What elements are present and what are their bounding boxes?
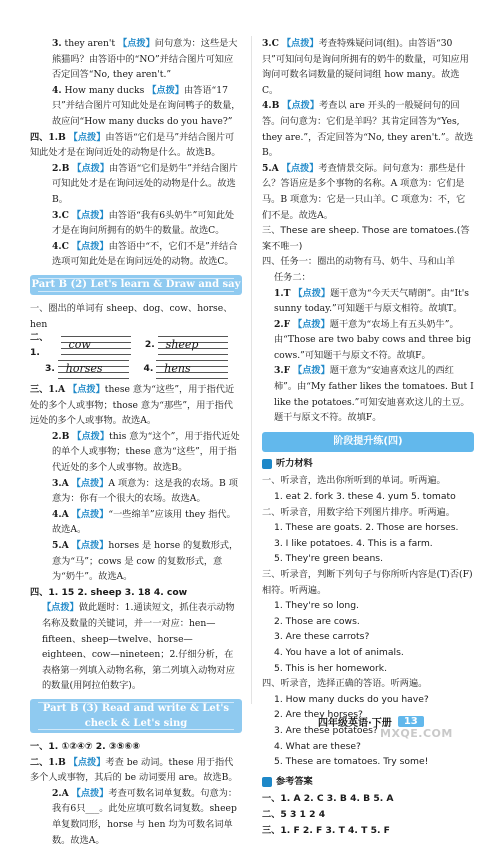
listen2-item: 1. These are goats. 2. Those are horses. <box>274 522 459 534</box>
item-left-3: 3. they aren't 【点拨】问句意为：这些是大熊猫吗？由答语中的“NO”并结合图片可知应否定回答“No, they aren't.” <box>52 38 238 81</box>
four-line-box <box>158 336 228 354</box>
task2-item-2: 2.F 【点拨】题干意为“农场上有五头奶牛”。由“Those are two baby cows and three big cows.”可知题干与原文不符。故填F。 <box>274 318 471 361</box>
written-word: hens <box>164 362 191 376</box>
part-b2-banner: Part B (2) Let's learn & Draw and say <box>30 275 242 295</box>
answer-section-header: 参考答案 <box>262 774 474 790</box>
answer-icon <box>262 777 272 787</box>
listen4-item: 4. What are these? <box>274 740 361 752</box>
sec1-circle-words: 一、圈出的单词有 sheep、dog、cow、horse、hen <box>30 302 233 330</box>
written-word: horses <box>65 362 103 376</box>
answer-row: 三、1. F 2. F 3. T 4. T 5. F <box>262 824 390 836</box>
listen2-item: 5. They're green beans. <box>274 553 383 565</box>
listen3-title: 三、听录音，判断下列句子与你所听内容是(T)否(F)相符。听两遍。 <box>262 569 473 596</box>
audio-section-header: 听力材料 <box>262 456 474 472</box>
item-left-4: 4. How many ducks 【点拨】由答语“17只”并结合图片可知此处是在询问鸭子的数量，故应问“How many ducks do you have?” <box>52 84 241 127</box>
sec4-item-2: 2.B 【点拨】由答语“它们是奶牛”并结合图片可知此处才是在询问远处的动物是什么。故选B。 <box>52 162 238 205</box>
listen3-item: 5. This is her homework. <box>274 662 388 674</box>
task2-item-3: 3.F 【点拨】题干意为“安迪喜欢这儿的西红柿”。由“My father likes the tomatoes. But I like the potatoes.”可知安迪喜欢这儿的土豆。题干与原文不符。故填F。 <box>274 365 474 424</box>
sec3-item-4: 4.A 【点拨】“一些绵羊”应该用 they 指代。故选A。 <box>52 508 236 536</box>
four-line-box <box>58 360 130 378</box>
headphones-icon <box>262 459 272 469</box>
listen2-title: 二、听录音，用数字给下列图片排序。听两遍。 <box>262 506 455 518</box>
listen4-item: 2. Are they horses? <box>274 709 363 721</box>
written-word: sheep <box>165 338 199 352</box>
sec2c-item-1: 二、1.B 【点拨】考查 be 动词。these 用于指代多个人或事物，其后的 be 动词要用 are。故选B。 <box>30 756 238 784</box>
sec3-item-2: 2.B 【点拨】this 意为“这个”，用于指代近处的单个人或事物；these 意为“这些”，用于指代近处的多个人或事物。故选B。 <box>52 430 240 474</box>
write-row-2: 3. horses 4. hens <box>30 358 242 380</box>
write-row-1: 二、1. cow 2. sheep <box>30 334 242 356</box>
sec2-label: 二、1. <box>30 331 49 359</box>
listen3-item: 1. They're so long. <box>274 600 359 612</box>
column-divider <box>251 36 252 704</box>
sec4d-task1: 四、任务一：圈出的动物有马、奶牛、马和山羊 <box>262 256 455 268</box>
book-title: 四年级英语·下册 <box>318 718 392 729</box>
sec3c-item-4: 4.B 【点拨】考查以 are 开头的一般疑问句的回答。问句意为：它们是羊吗？其肯定回答为“Yes, they are.”，否定回答为“No, they aren't.”。故选B。 <box>262 100 474 159</box>
listen4-item: 3. Are these potatoes? <box>274 724 378 736</box>
sec3-item-3: 3.A 【点拨】A 项意为：这是我的农场。B 项意为：你有一个很大的农场。故选A。 <box>52 477 238 505</box>
task2-label: 任务二： <box>274 271 311 283</box>
stage-banner: 阶段提升练(四) <box>262 432 474 452</box>
answer-row: 二、5 3 1 2 4 <box>262 808 326 820</box>
sec4b-explanation: 【点拨】做此题时：1.通读短文，抓住表示动物名称及数量的关键词，并一一对应：hen—fifteen、sheep—twelve、horse—eighteen、cow—nineteen；2.仔细分析，在表格第一列填入动物名称，第二列填入动物对应的数量(用阿拉伯数字)。 <box>42 602 235 692</box>
banner-lines <box>38 702 234 730</box>
page-number: 13 <box>398 716 424 727</box>
task2-item-1: 1.T 【点拨】题干意为“今天天气晴朗”。由“It's sunny today.”可知题干与原文相符。故填T。 <box>274 287 470 315</box>
listen3-item: 2. Those are cows. <box>274 615 360 627</box>
listen1-items: 1. eat 2. fork 3. these 4. yum 5. tomato <box>274 491 456 503</box>
listen1-title: 一、听录音，选出你所听到的单词。听两遍。 <box>262 475 446 487</box>
sec3d-answer: 三、These are sheep. Those are tomatoes.(答案不唯一) <box>262 225 470 252</box>
sec1c-answers: 一、1. ①②④⑦ 2. ③⑤⑥⑧ <box>30 740 140 752</box>
listen4-item: 5. These are tomatoes. Try some! <box>274 756 429 768</box>
sec3c-item-5: 5.A 【点拨】考查情景交际。问句意为：那些是什么？答语应是多个事物的名称。A 项意为：它们是马。B 项意为：它是一只山羊。C 项意为：不，它们不是。故选A。 <box>262 162 466 221</box>
four-line-box <box>156 360 228 378</box>
written-word: cow <box>68 338 91 352</box>
listen2-item: 3. I like potatoes. 4. This is a farm. <box>274 537 433 549</box>
sec3-item-1: 三、1.A 【点拨】these 意为“这些”，用于指代近处的多个人或事物；those 意为“那些”，用于指代远处的多个人或事物。故选A。 <box>30 384 235 427</box>
left-column <box>30 36 242 848</box>
sec2c-item-2: 2.A 【点拨】考查可数名词单复数。句意为：我有6只___。此处应填可数名词复数。sheep 单复数同形，horse 与 hen 均为可数名词单数。故选A。 <box>52 787 238 846</box>
listen4-title: 四、听录音，选择正确的答语。听两遍。 <box>262 678 428 690</box>
sec4-item-4: 4.C 【点拨】由答语中“不，它们不是”并结合选项可知此处是在询问远处的动物。故选C。 <box>52 240 238 268</box>
listen4-item: 1. How many ducks do you have? <box>274 693 429 705</box>
part-b3-banner: Part B (3) Read and write & Let's check & Let's sing <box>30 699 242 733</box>
banner-lines <box>38 278 234 292</box>
sec4-item-1: 四、1.B 【点拨】由答语“它们是马”并结合图片可知此处才是在询问近处的动物是什么。故选B。 <box>30 131 235 159</box>
listen3-item: 3. Are these carrots? <box>274 631 370 643</box>
sec3-item-5: 5.A 【点拨】horses 是 horse 的复数形式，意为“马”；cows 是 cow 的复数形式，意为“奶牛”。故选A。 <box>52 540 239 583</box>
watermark: MXQE.COM <box>380 727 453 740</box>
sec3c-item-3: 3.C 【点拨】考查特殊疑问词(组)。由答语“30只”可知问句是询问所拥有的奶牛的数量，可知应用询问可数名词数量的疑问词组 how many。故选C。 <box>262 38 469 96</box>
listen3-item: 4. You have a lot of animals. <box>274 646 404 658</box>
four-line-box <box>61 336 131 354</box>
sec4-item-3: 3.C 【点拨】由答语“我有6头奶牛”可知此处才是在询问所拥有的奶牛的数量。故选C。 <box>52 209 235 237</box>
answer-row: 一、1. A 2. C 3. B 4. B 5. A <box>262 793 394 805</box>
sec4b-answers: 四、1. 15 2. sheep 3. 18 4. cow <box>30 586 188 598</box>
